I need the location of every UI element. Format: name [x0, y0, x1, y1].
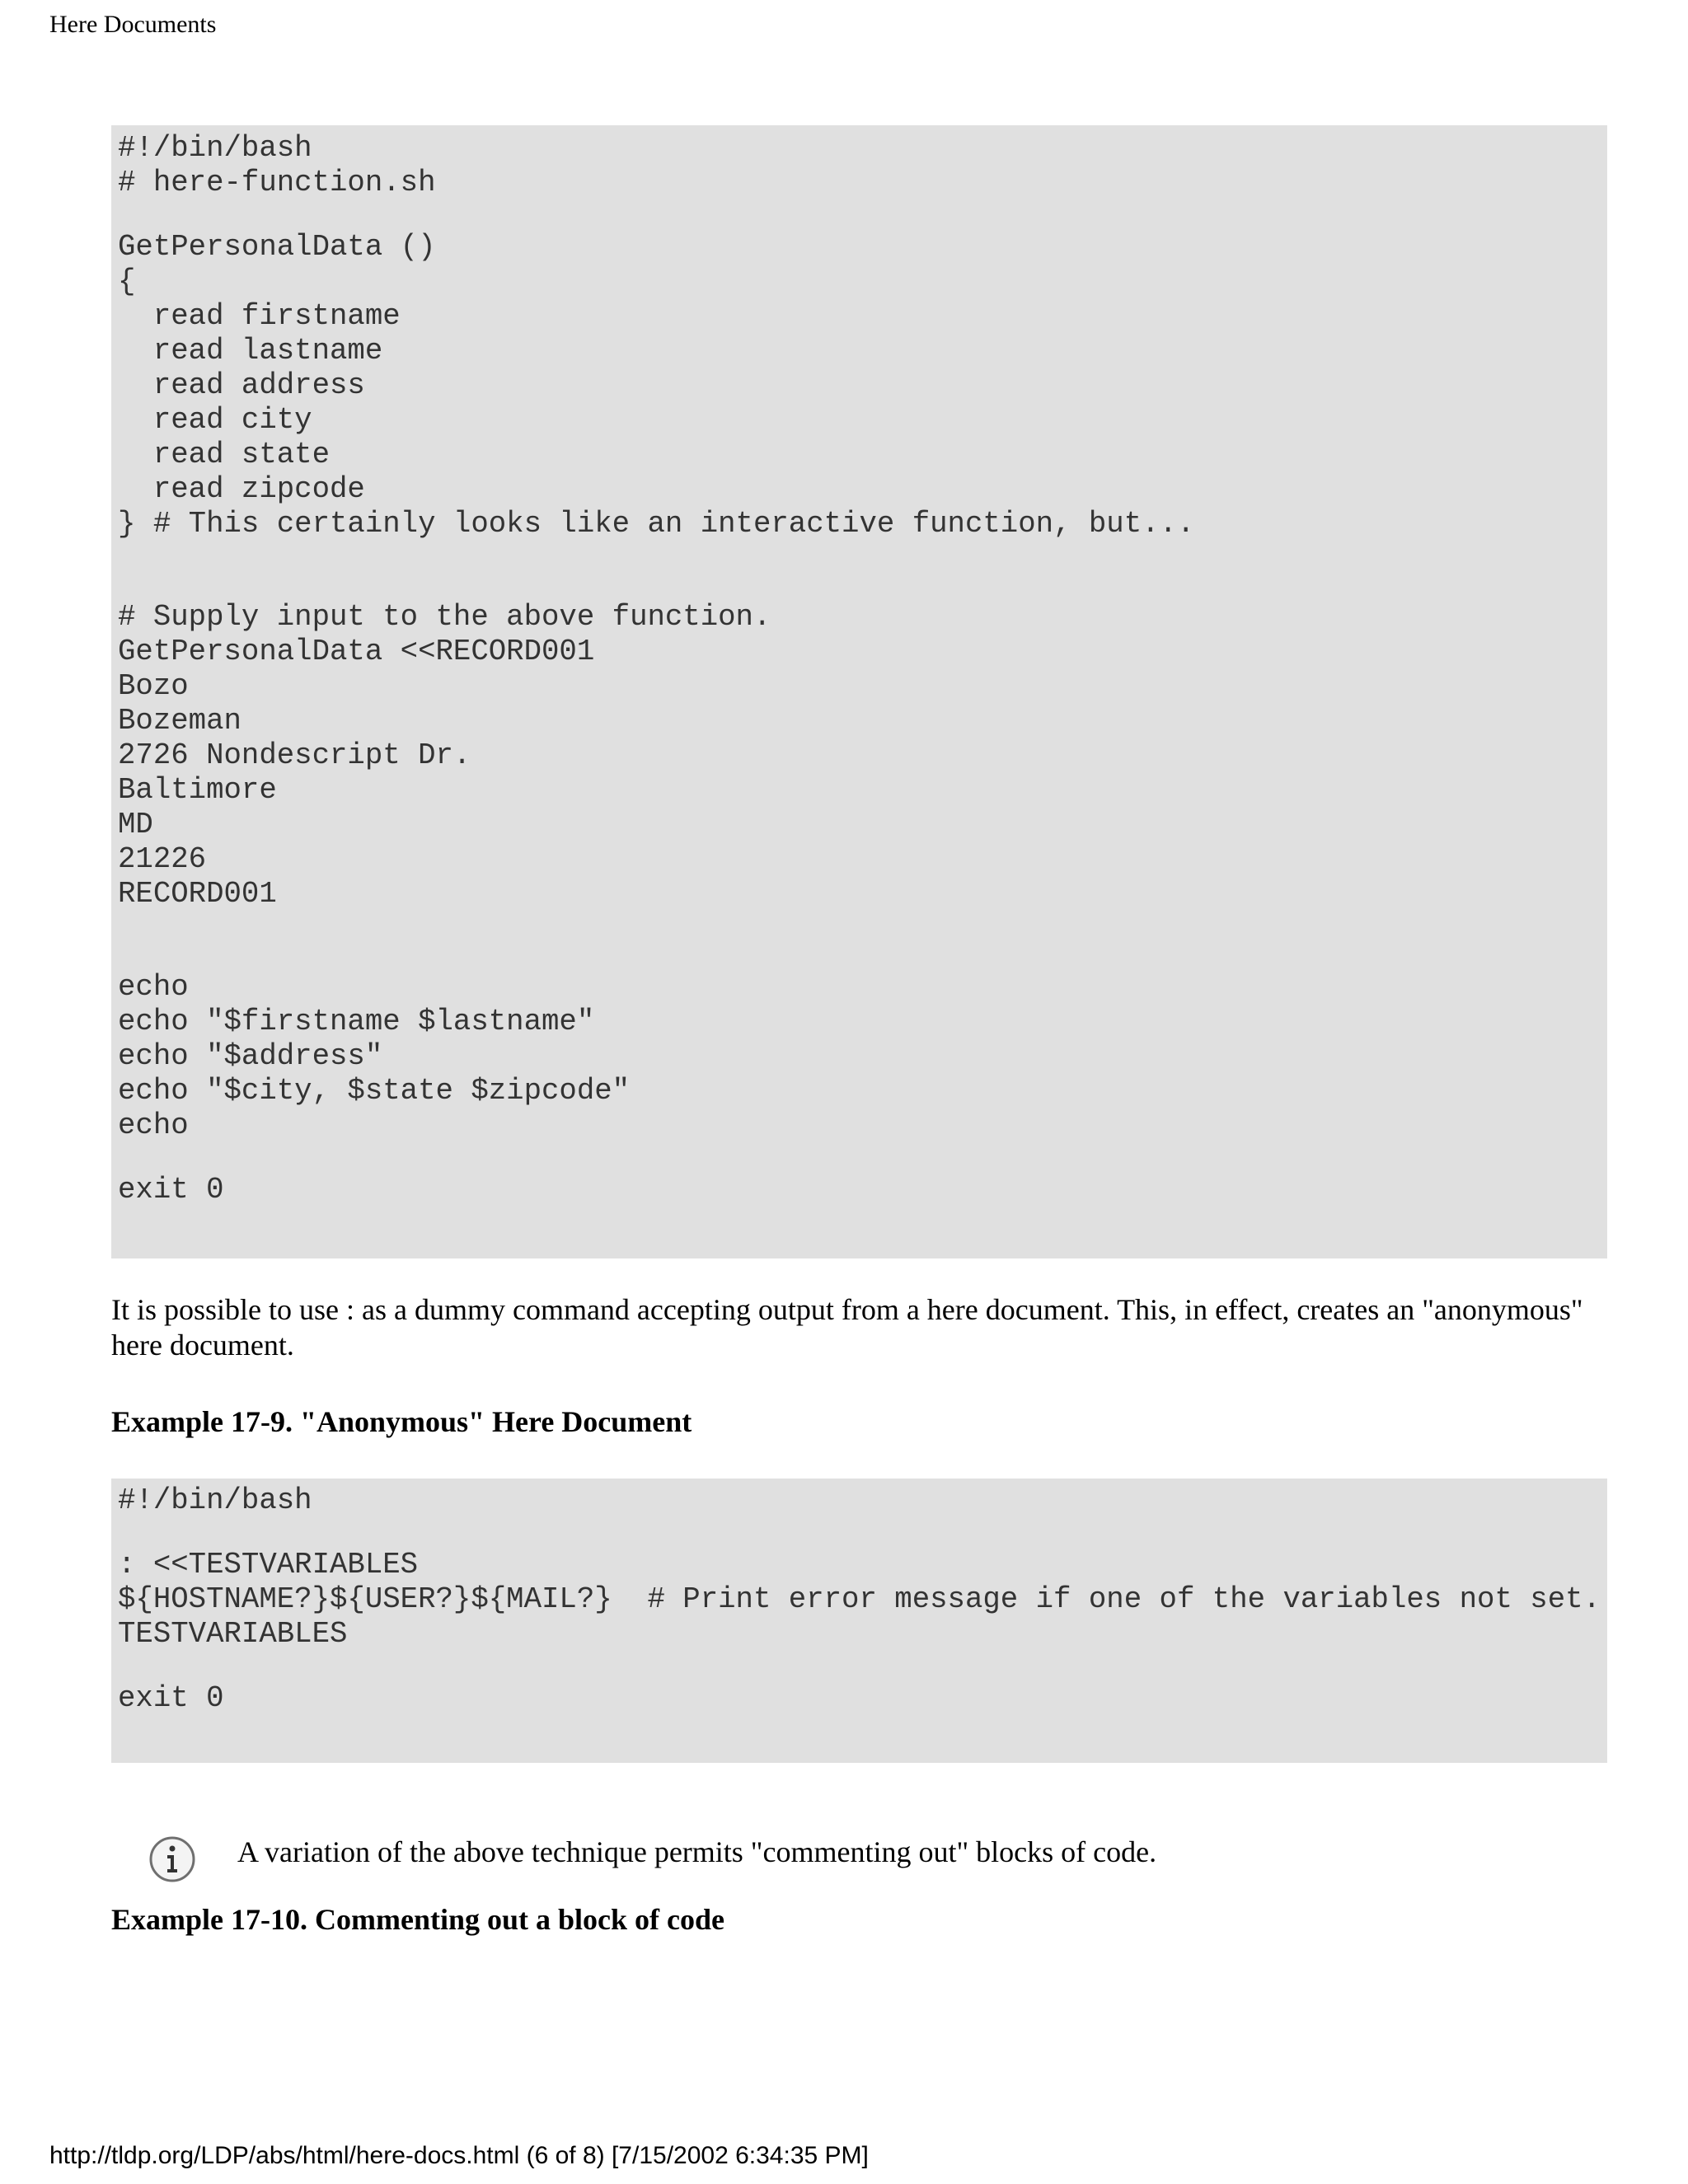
- code-line: # here-function.sh: [118, 166, 436, 199]
- code-line: exit 0: [118, 1173, 224, 1207]
- code-line: # Supply input to the above function.: [118, 600, 771, 634]
- code-line: RECORD001: [118, 877, 277, 911]
- code-block-here-function: [111, 125, 1607, 1258]
- code-line: Baltimore: [118, 773, 277, 807]
- note-text: A variation of the above technique permits "commenting out" blocks of code.: [237, 1835, 1157, 1868]
- code-line: MD: [118, 808, 153, 841]
- code-line: } # This certainly looks like an interactive function, but...: [118, 507, 1195, 541]
- code-line: read zipcode: [118, 472, 365, 506]
- code-line: read state: [118, 438, 330, 471]
- code-line: #!/bin/bash: [118, 131, 312, 165]
- code-line: read lastname: [118, 334, 383, 368]
- code-line: read city: [118, 403, 312, 437]
- code-line: read address: [118, 368, 365, 402]
- code-line: 21226: [118, 842, 207, 876]
- code-line: 2726 Nondescript Dr.: [118, 738, 471, 772]
- code-line: #!/bin/bash: [118, 1483, 312, 1517]
- code-line: Bozo: [118, 669, 189, 703]
- page-footer-url: http://tldp.org/LDP/abs/html/here-docs.html (6 of 8) [7/15/2002 6:34:35 PM]: [49, 2142, 869, 2169]
- example-17-9-title: Example 17-9. "Anonymous" Here Document: [111, 1405, 692, 1438]
- code-line: TESTVARIABLES: [118, 1617, 348, 1651]
- code-line: echo: [118, 1108, 189, 1142]
- code-line: echo: [118, 970, 189, 1004]
- code-line: {: [118, 265, 136, 298]
- code-line: echo "$address": [118, 1039, 383, 1073]
- paragraph-anonymous-here-doc: It is possible to use : as a dummy command accepting output from a here document. This, in effect, creates an "anonymous" here document.: [111, 1293, 1583, 1361]
- code-line: GetPersonalData <<RECORD001: [118, 635, 595, 668]
- code-line: Bozeman: [118, 704, 241, 738]
- code-line: read firstname: [118, 299, 401, 333]
- code-line: ${HOSTNAME?}${USER?}${MAIL?} # Print error message if one of the variables not set.: [118, 1582, 1601, 1616]
- code-line: : <<TESTVARIABLES: [118, 1548, 419, 1582]
- code-line: echo "$firstname $lastname": [118, 1005, 595, 1038]
- info-icon: [148, 1835, 196, 1883]
- page-header: Here Documents: [49, 11, 217, 38]
- code-line: echo "$city, $state $zipcode": [118, 1074, 631, 1108]
- code-line: exit 0: [118, 1681, 224, 1715]
- code-line: GetPersonalData (): [118, 230, 436, 264]
- example-17-10-title: Example 17-10. Commenting out a block of code: [111, 1903, 724, 1936]
- code-block-anonymous-here-doc: [111, 1479, 1607, 1763]
